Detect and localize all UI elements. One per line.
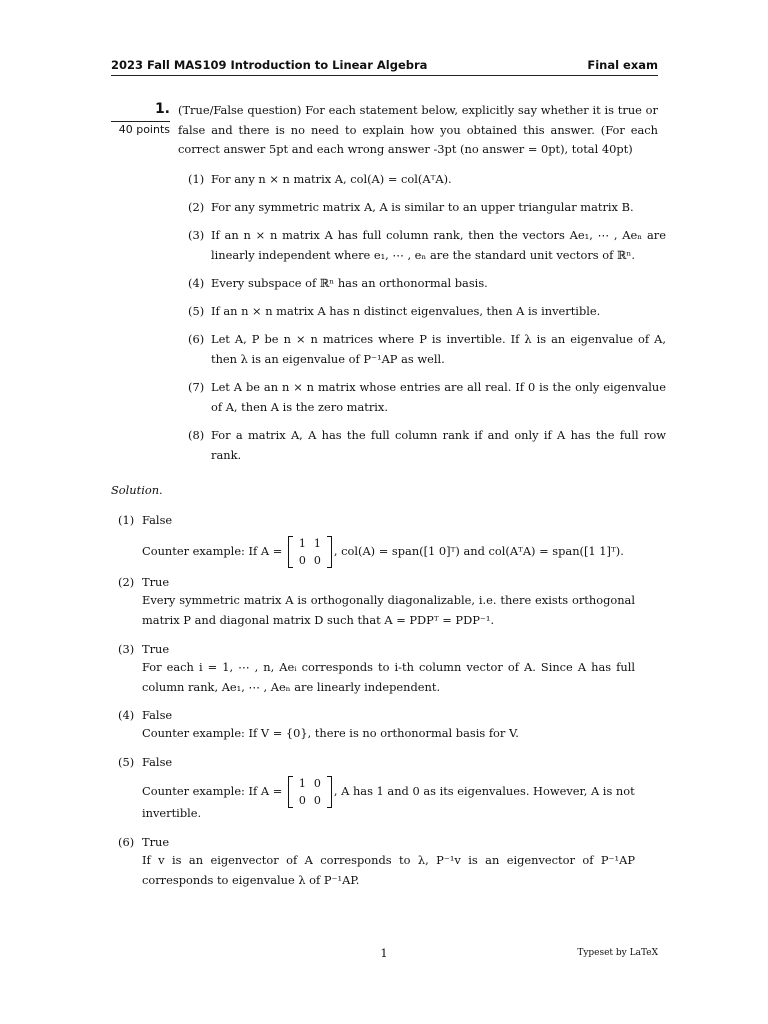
question-number: 1.	[154, 101, 170, 117]
statement-text: Let A be an n × n matrix whose entries are all real. If 0 is the only eigenvalue of A, then A is the zero matrix.	[211, 380, 666, 414]
statement-number: (8)	[188, 428, 205, 442]
solution-body: If v is an eigenvector of A corresponds to λ, P⁻¹v is an eigenvector of P⁻¹AP corresponds to eigenvalue λ of P⁻¹AP.	[142, 853, 635, 887]
matrix-cell: 1	[298, 777, 306, 790]
statement-number: (6)	[188, 332, 205, 346]
solution-number: (1)	[118, 513, 135, 527]
matrix-cell: 0	[298, 554, 306, 567]
solution-number: (2)	[118, 575, 135, 589]
header-rule	[111, 75, 658, 76]
solution-answer: True	[142, 575, 170, 589]
statement-text: Let A, P be n × n matrices where P is invertible. If λ is an eigenvalue of A, then λ is an eigenvalue of P⁻¹AP as well.	[211, 332, 666, 366]
statement-text: For a matrix A, A has the full column rank if and only if A has the full row rank.	[211, 428, 666, 462]
page-number: 1	[380, 946, 388, 960]
solution-body: Counter example: If V = {0}, there is no orthonormal basis for V.	[142, 726, 519, 740]
statement-text: For any n × n matrix A, col(A) = col(AᵀA).	[211, 172, 452, 186]
solution-number: (5)	[118, 755, 135, 769]
statement-number: (1)	[188, 172, 205, 186]
solution-body: Every symmetric matrix A is orthogonally diagonalizable, i.e. there exists orthogonal matrix P and diagonal matrix D such that A = PDPᵀ = PDP⁻¹.	[142, 593, 635, 627]
solution-number: (6)	[118, 835, 135, 849]
statement-number: (5)	[188, 304, 205, 318]
matrix-cell: 0	[298, 794, 306, 807]
statement-number: (3)	[188, 228, 205, 242]
solution-answer: False	[142, 513, 173, 527]
solution-body: For each i = 1, ⋯ , n, Aeᵢ corresponds to i-th column vector of A. Since A has full column rank, Ae₁, ⋯ , Aeₙ are linearly independent.	[142, 660, 635, 694]
question-intro: (True/False question) For each statement below, explicitly say whether it is true or false and there is no need to explain how you obtained this answer. (For each correct answer 5pt and each wrong answer -3pt (no answer = 0pt), total 40pt)	[178, 103, 658, 156]
solution-answer: True	[142, 835, 170, 849]
question-number-rule	[111, 121, 170, 122]
counter-example-prefix: Counter example: If A =	[142, 544, 283, 558]
statement-text: If an n × n matrix A has n distinct eigenvalues, then A is invertible.	[211, 304, 601, 318]
matrix-cell: 1	[313, 537, 321, 550]
statement-number: (2)	[188, 200, 205, 214]
page-header	[111, 56, 658, 76]
solution-title: Solution.	[111, 483, 163, 497]
statement-number: (7)	[188, 380, 205, 394]
counter-example-suffix: , col(A) = span([1 0]ᵀ) and col(AᵀA) = span([1 1]ᵀ).	[333, 544, 624, 558]
solution-answer: False	[142, 708, 173, 722]
typeset-note: Typeset by LaTeX	[577, 948, 658, 958]
statement-number: (4)	[188, 276, 205, 290]
solution-answer: True	[142, 642, 170, 656]
counter-example-prefix: Counter example: If A =	[142, 784, 283, 798]
solution-answer: False	[142, 755, 173, 769]
statement-text: Every subspace of ℝⁿ has an orthonormal basis.	[211, 276, 488, 290]
matrix-cell: 0	[313, 554, 321, 567]
exam-title: Final exam	[587, 58, 658, 72]
matrix-cell: 1	[298, 537, 306, 550]
statement-text: If an n × n matrix A has full column rank, then the vectors Ae₁, ⋯ , Aeₙ are linearly independent where e₁, ⋯ , eₙ are the standard unit vectors of ℝⁿ.	[211, 228, 666, 262]
solution-body-tail: invertible.	[142, 806, 202, 820]
statement-text: For any symmetric matrix A, A is similar to an upper triangular matrix B.	[211, 200, 634, 214]
course-title: 2023 Fall MAS109 Introduction to Linear Algebra	[111, 58, 428, 72]
solution-body	[142, 535, 635, 569]
solution-number: (3)	[118, 642, 135, 656]
matrix-cell: 0	[313, 777, 321, 790]
counter-example-suffix: , A has 1 and 0 as its eigenvalues. However, A is not	[333, 784, 635, 798]
matrix-cell: 0	[313, 794, 321, 807]
solution-number: (4)	[118, 708, 135, 722]
question-points: 40 points	[118, 123, 170, 136]
matrix	[288, 535, 332, 569]
